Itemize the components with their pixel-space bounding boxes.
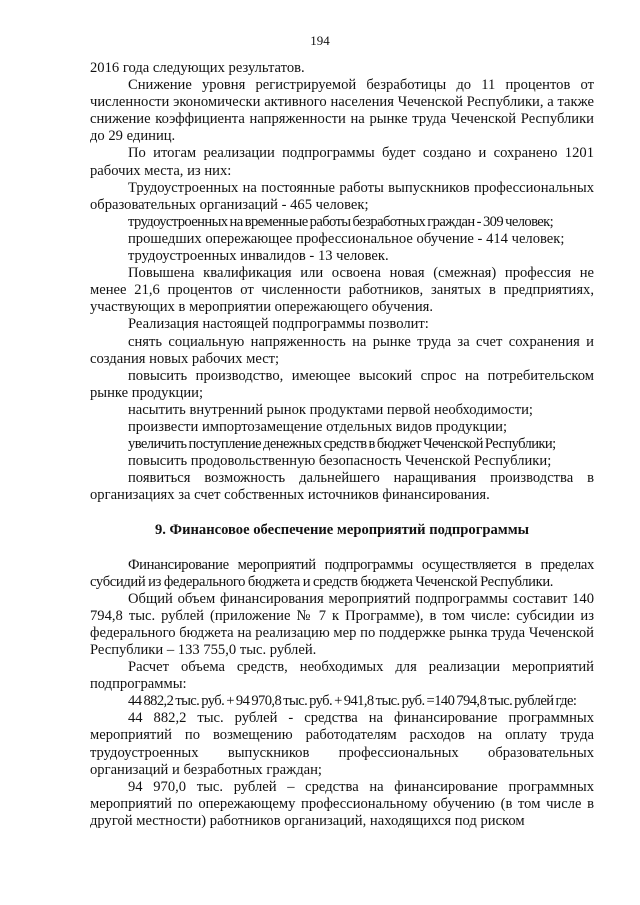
section-financing: [90, 557, 594, 831]
paragraph: трудоустроенных на временные работы безработных граждан - 309 человек;: [128, 213, 554, 230]
paragraph: повысить производство, имеющее высокий спрос на потребительском рынке продукции;: [90, 367, 594, 401]
paragraph: снять социальную напряженность на рынке труда за счет сохранения и создания новых рабочих мест;: [90, 333, 594, 367]
page-number: 194: [310, 33, 330, 48]
paragraph: Снижение уровня регистрируемой безработицы до 11 процентов от численности экономически активного населения Чеченской Республики, а также снижение коэффициента напряженности на рынке труда Чеченской Республики до 29 единиц.: [90, 77, 594, 145]
paragraph: повысить продовольственную безопасность Чеченской Республики;: [128, 453, 552, 470]
paragraph: Повышена квалификация или освоена новая (смежная) профессия не менее 21,6 процентов от численности работников, занятых в предприятиях, участвующих в мероприятии опережающего обучения.: [90, 265, 594, 316]
paragraph: 44 882,2 тыс. руб. + 94 970,8 тыс. руб. + 941,8 тыс. руб. =140 794,8 тыс. рублей где:: [128, 693, 577, 710]
paragraph: насытить внутренний рынок продуктами первой необходимости;: [128, 401, 533, 418]
paragraph: Общий объем финансирования мероприятий подпрограммы составит 140 794,8 тыс. рублей (приложение № 7 к Программе), в том числе: субсидии из федерального бюджета на реализацию мер по поддержке рынка труда Чеченской Республики – 133 755,0 тыс. рублей.: [90, 590, 594, 658]
section-results: [90, 60, 594, 504]
section-heading: 9. Финансовое обеспечение мероприятий подпрограммы: [154, 522, 530, 539]
paragraph: Реализация настоящей подпрограммы позволит:: [128, 316, 429, 333]
paragraph: 2016 года следующих результатов.: [90, 60, 305, 76]
document-body: [90, 60, 594, 830]
paragraph: По итогам реализации подпрограммы будет создано и сохранено 1201 рабочих места, из них:: [90, 145, 594, 179]
paragraph: прошедших опережающее профессиональное обучение - 414 человек;: [128, 230, 565, 247]
paragraph: Трудоустроенных на постоянные работы выпускников профессиональных образовательных организаций - 465 человек;: [90, 179, 594, 213]
paragraph: произвести импортозамещение отдельных видов продукции;: [128, 418, 508, 435]
paragraph: появиться возможность дальнейшего наращивания производства в организациях за счет собственных источников финансирования.: [90, 470, 594, 504]
paragraph: 94 970,0 тыс. рублей – средства на финансирование программных мероприятий по опережающему профессиональному обучению (в том числе в другой местности) работников организаций, находящихся под риском: [90, 778, 594, 829]
paragraph: трудоустроенных инвалидов - 13 человек.: [128, 248, 389, 265]
paragraph: Финансирование мероприятий подпрограммы осуществляется в пределах субсидий из федерального бюджета и средств бюджета Чеченской Республики.: [90, 556, 594, 590]
paragraph: увеличить поступление денежных средств в бюджет Чеченской Республики;: [128, 436, 556, 453]
paragraph: 44 882,2 тыс. рублей - средства на финансирование программных мероприятий по возмещению работодателям расходов на оплату труда трудоустроенных выпускников профессиональных образовательных организаций и безработных граждан;: [90, 710, 594, 778]
paragraph: Расчет объема средств, необходимых для реализации мероприятий подпрограммы:: [90, 659, 594, 693]
